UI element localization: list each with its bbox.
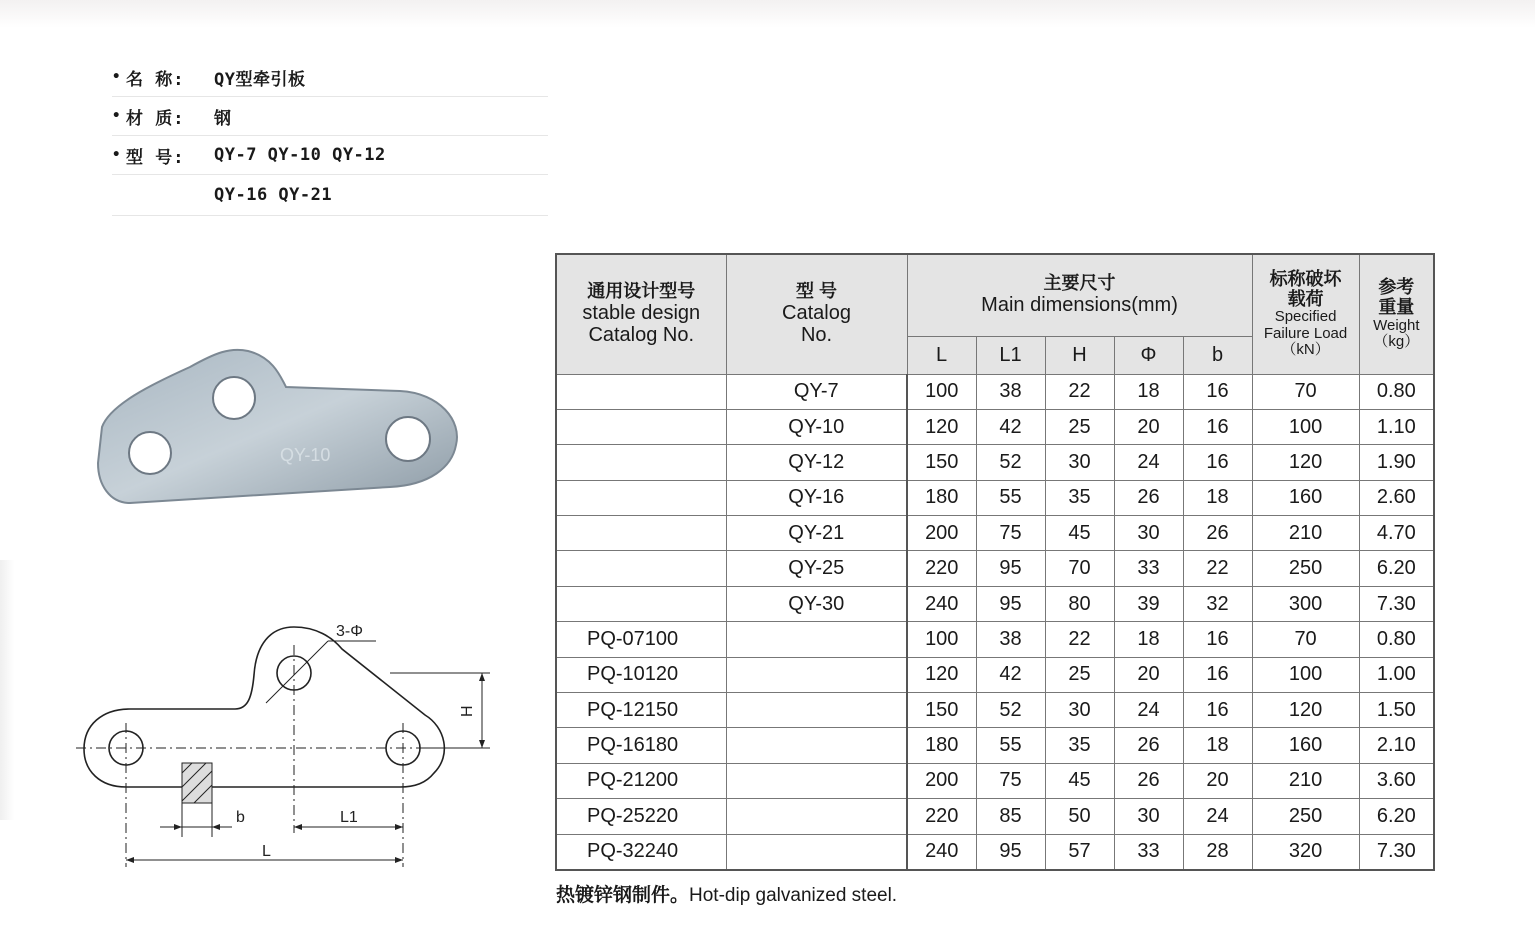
plate-stamp: QY-10 — [280, 445, 331, 465]
hole — [129, 432, 171, 474]
header-load-en: （kN） — [1281, 341, 1330, 359]
table-cell: 30 — [1114, 799, 1183, 834]
table-cell: 38 — [976, 622, 1045, 657]
table-cell: 16 — [1183, 657, 1252, 692]
table-cell: 3.60 — [1359, 763, 1434, 798]
table-cell: QY-21 — [726, 516, 907, 551]
table-cell: 200 — [907, 763, 976, 798]
table-body — [556, 374, 1434, 870]
table-cell — [726, 728, 907, 763]
table-cell: 26 — [1183, 516, 1252, 551]
footnote-en: Hot-dip galvanized steel. — [689, 885, 898, 906]
table-cell: 16 — [1183, 622, 1252, 657]
table-cell: 35 — [1045, 480, 1114, 515]
arrow-icon — [126, 857, 134, 863]
table-cell: 22 — [1183, 551, 1252, 586]
header-weight-en: Weight — [1373, 316, 1420, 334]
table-cell: 33 — [1114, 551, 1183, 586]
table-cell: 16 — [1183, 374, 1252, 409]
spec-value: QY-7 QY-10 QY-12 — [214, 145, 386, 165]
header-weight — [1359, 254, 1434, 374]
header-load — [1252, 254, 1359, 374]
hole — [386, 417, 430, 461]
table-cell: QY-10 — [726, 409, 907, 444]
table-cell — [556, 586, 726, 621]
table-cell: 42 — [976, 409, 1045, 444]
table-cell: 120 — [1252, 445, 1359, 480]
header-design — [556, 254, 726, 374]
table-cell: 95 — [976, 834, 1045, 870]
table-cell: 28 — [1183, 834, 1252, 870]
table-cell: 26 — [1114, 728, 1183, 763]
table-cell: 240 — [907, 834, 976, 870]
table-cell — [726, 693, 907, 728]
footnote-zh: 热镀锌钢制件。 — [556, 885, 690, 906]
table-cell: 75 — [976, 516, 1045, 551]
table-cell: 4.70 — [1359, 516, 1434, 551]
table-cell: 120 — [1252, 693, 1359, 728]
table-cell: 120 — [907, 657, 976, 692]
table-cell: 26 — [1114, 480, 1183, 515]
table-cell: 24 — [1114, 693, 1183, 728]
header-load-zh: 标称破坏 — [1269, 268, 1342, 289]
table-cell — [556, 551, 726, 586]
spec-label: 名 称: — [126, 69, 185, 90]
table-cell: 300 — [1252, 586, 1359, 621]
header-dims-zh: 主要尺寸 — [1043, 273, 1116, 294]
header-dim-col: L1 — [976, 336, 1045, 374]
table-cell — [726, 834, 907, 870]
table-cell: 160 — [1252, 728, 1359, 763]
hole — [213, 377, 255, 419]
table-cell — [726, 657, 907, 692]
table-row — [556, 728, 1434, 763]
table-row — [556, 622, 1434, 657]
table-cell: QY-7 — [726, 374, 907, 409]
spec-label: 材 质: — [126, 108, 185, 129]
table-cell — [556, 516, 726, 551]
table-row — [556, 480, 1434, 515]
table-cell: 0.80 — [1359, 622, 1434, 657]
header-design-zh: 通用设计型号 — [587, 281, 696, 302]
table-cell: 30 — [1045, 693, 1114, 728]
table-cell: 1.00 — [1359, 657, 1434, 692]
header-catalog-en: No. — [800, 324, 833, 347]
b-label: b — [236, 809, 245, 826]
table-cell: 20 — [1114, 409, 1183, 444]
table-cell: 57 — [1045, 834, 1114, 870]
l1-label: L1 — [340, 809, 358, 826]
table-row — [556, 799, 1434, 834]
table-cell: 180 — [907, 728, 976, 763]
table-cell: PQ-25220 — [556, 799, 726, 834]
table-cell: 24 — [1114, 445, 1183, 480]
table-row — [556, 834, 1434, 870]
table-cell: 220 — [907, 799, 976, 834]
arrow-icon — [212, 824, 220, 830]
table-cell: PQ-10120 — [556, 657, 726, 692]
header-catalog — [726, 254, 907, 374]
table-row — [556, 409, 1434, 444]
table-cell: 220 — [907, 551, 976, 586]
table-cell: 22 — [1045, 622, 1114, 657]
table-cell: 100 — [907, 374, 976, 409]
table-cell: 250 — [1252, 551, 1359, 586]
table-row — [556, 693, 1434, 728]
arrow-icon — [294, 824, 302, 830]
table-cell: 240 — [907, 586, 976, 621]
header-dim-col: H — [1045, 336, 1114, 374]
table-cell: 16 — [1183, 409, 1252, 444]
table-cell: 38 — [976, 374, 1045, 409]
header-load-en: Specified — [1274, 308, 1337, 326]
table-cell: 22 — [1045, 374, 1114, 409]
bullet-icon: • — [112, 108, 121, 124]
table-cell — [726, 763, 907, 798]
table-cell: QY-25 — [726, 551, 907, 586]
table-cell: PQ-16180 — [556, 728, 726, 763]
spec-value: QY型牵引板 — [214, 69, 306, 90]
technical-drawing — [70, 605, 510, 880]
table-cell: 39 — [1114, 586, 1183, 621]
table-cell: 45 — [1045, 763, 1114, 798]
table-cell: 18 — [1114, 374, 1183, 409]
table-cell: 20 — [1183, 763, 1252, 798]
table-cell: 20 — [1114, 657, 1183, 692]
table-cell: 120 — [907, 409, 976, 444]
table-cell: 100 — [1252, 657, 1359, 692]
table-cell: 24 — [1183, 799, 1252, 834]
arrow-icon — [479, 673, 485, 681]
arrow-icon — [479, 740, 485, 748]
table-cell: 25 — [1045, 409, 1114, 444]
table-cell: 7.30 — [1359, 834, 1434, 870]
plate-outline — [84, 627, 444, 787]
table-cell: 55 — [976, 728, 1045, 763]
table-cell: 45 — [1045, 516, 1114, 551]
table-cell: 95 — [976, 586, 1045, 621]
product-photo — [90, 335, 470, 520]
table-cell: 30 — [1045, 445, 1114, 480]
table-cell: 16 — [1183, 693, 1252, 728]
table-cell: 7.30 — [1359, 586, 1434, 621]
table-cell: 6.20 — [1359, 799, 1434, 834]
header-catalog-en: Catalog — [782, 302, 851, 325]
header-load-en: Failure Load — [1263, 324, 1348, 342]
arrow-icon — [395, 824, 403, 830]
table-cell — [556, 409, 726, 444]
table-cell: 75 — [976, 763, 1045, 798]
hole-label: 3-Φ — [336, 623, 363, 640]
footnote — [556, 880, 897, 907]
table-cell: 1.50 — [1359, 693, 1434, 728]
table-cell — [556, 445, 726, 480]
table-cell: 70 — [1252, 622, 1359, 657]
header-dims — [907, 254, 1252, 336]
table-row — [556, 516, 1434, 551]
spec-label: 型 号: — [126, 147, 185, 168]
table-cell: 1.10 — [1359, 409, 1434, 444]
header-design-en: stable design — [582, 302, 701, 325]
table-cell: 70 — [1252, 374, 1359, 409]
l-label: L — [262, 843, 271, 860]
table-cell: PQ-12150 — [556, 693, 726, 728]
table-cell: QY-16 — [726, 480, 907, 515]
header-design-en: Catalog No. — [588, 324, 695, 347]
table-cell: 100 — [907, 622, 976, 657]
header-dim-col: Φ — [1114, 336, 1183, 374]
table-cell: 16 — [1183, 445, 1252, 480]
spec-row-material — [112, 97, 548, 136]
table-cell: 35 — [1045, 728, 1114, 763]
table-cell: 80 — [1045, 586, 1114, 621]
header-dim-col: L — [907, 336, 976, 374]
arrow-icon — [174, 824, 182, 830]
table-cell: 160 — [1252, 480, 1359, 515]
header-weight-zh: 参考 — [1378, 276, 1415, 297]
header-dims-en: Main dimensions(mm) — [981, 294, 1178, 317]
table-cell: PQ-21200 — [556, 763, 726, 798]
top-band — [0, 0, 1535, 28]
table-cell: 52 — [976, 445, 1045, 480]
header-dim-col: b — [1183, 336, 1252, 374]
table-cell: 210 — [1252, 516, 1359, 551]
table-cell: 52 — [976, 693, 1045, 728]
arrow-icon — [395, 857, 403, 863]
table-cell: 26 — [1114, 763, 1183, 798]
table-cell: 70 — [1045, 551, 1114, 586]
table-cell: 33 — [1114, 834, 1183, 870]
table-cell: 180 — [907, 480, 976, 515]
table-cell: 30 — [1114, 516, 1183, 551]
table-cell: 2.10 — [1359, 728, 1434, 763]
left-shade — [0, 560, 14, 820]
spec-value: QY-16 QY-21 — [214, 185, 333, 205]
table-cell: 85 — [976, 799, 1045, 834]
table-cell: 1.90 — [1359, 445, 1434, 480]
bullet-icon: • — [112, 69, 121, 85]
table-cell — [726, 799, 907, 834]
table-cell: 55 — [976, 480, 1045, 515]
table-cell: 150 — [907, 693, 976, 728]
table-cell — [556, 374, 726, 409]
table-cell: 150 — [907, 445, 976, 480]
table-row — [556, 586, 1434, 621]
table-cell: 210 — [1252, 763, 1359, 798]
header-weight-zh: 重量 — [1378, 296, 1415, 317]
table-cell: 25 — [1045, 657, 1114, 692]
table-row — [556, 763, 1434, 798]
table-cell: 32 — [1183, 586, 1252, 621]
table-cell: QY-12 — [726, 445, 907, 480]
hole-leader — [266, 641, 328, 703]
table-cell: 0.80 — [1359, 374, 1434, 409]
table-cell: 100 — [1252, 409, 1359, 444]
table-cell: 2.60 — [1359, 480, 1434, 515]
spec-row-model — [112, 136, 548, 175]
h-label: H — [459, 705, 476, 717]
table-cell: PQ-07100 — [556, 622, 726, 657]
table-cell: 320 — [1252, 834, 1359, 870]
header-load-zh: 载荷 — [1287, 288, 1324, 309]
table-row — [556, 374, 1434, 409]
table-cell: 95 — [976, 551, 1045, 586]
table-cell: 18 — [1114, 622, 1183, 657]
table-row — [556, 445, 1434, 480]
spec-row-model-cont — [112, 175, 548, 216]
table-cell: 42 — [976, 657, 1045, 692]
spec-table — [555, 253, 1435, 871]
table-row — [556, 551, 1434, 586]
table-cell: 18 — [1183, 480, 1252, 515]
header-weight-en: （kg） — [1373, 333, 1420, 351]
table-cell — [556, 480, 726, 515]
table-cell: 200 — [907, 516, 976, 551]
spec-list — [112, 58, 548, 216]
table-cell: PQ-32240 — [556, 834, 726, 870]
spec-row-name — [112, 58, 548, 97]
table-cell: 6.20 — [1359, 551, 1434, 586]
header-catalog-zh: 型 号 — [795, 281, 837, 302]
spec-value: 钢 — [214, 108, 232, 129]
table-cell — [726, 622, 907, 657]
table-cell: QY-30 — [726, 586, 907, 621]
table-cell: 18 — [1183, 728, 1252, 763]
bullet-icon: • — [112, 147, 121, 163]
table-cell: 50 — [1045, 799, 1114, 834]
table-row — [556, 657, 1434, 692]
table-cell: 250 — [1252, 799, 1359, 834]
